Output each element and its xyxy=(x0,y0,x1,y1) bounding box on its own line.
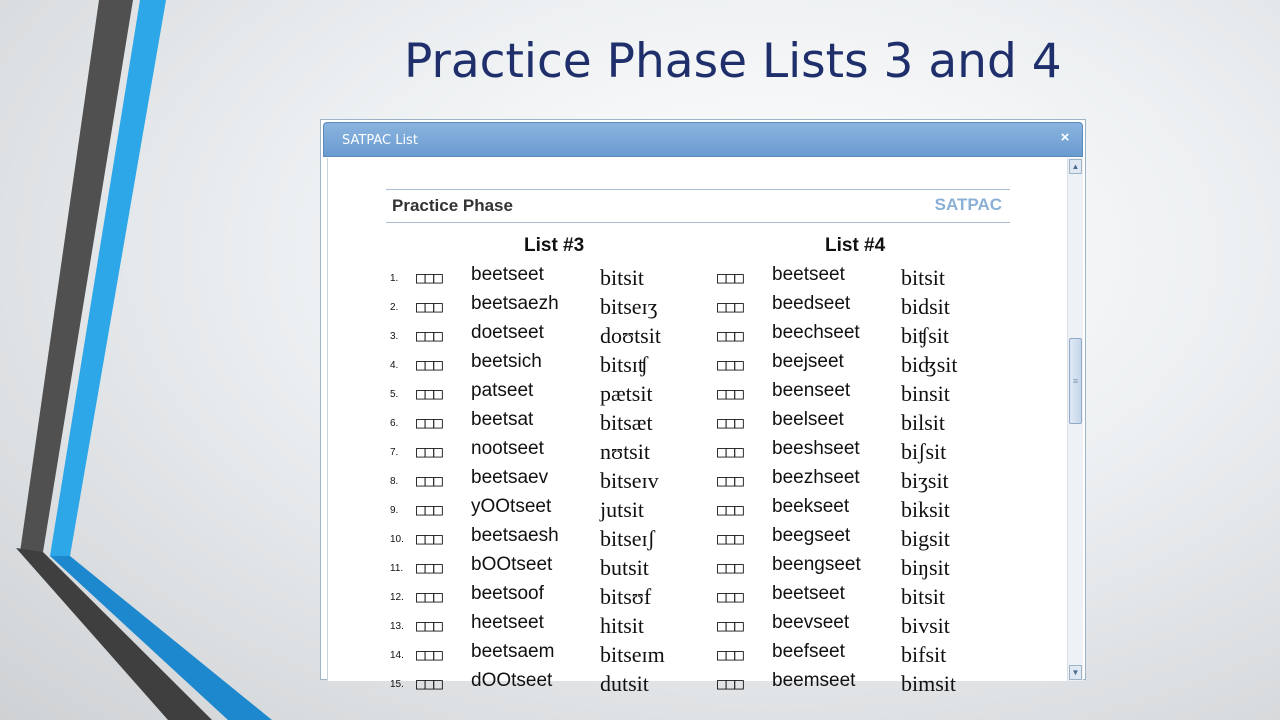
list-3-word: nootseet xyxy=(471,438,544,459)
dialog-title: SATPAC List xyxy=(342,133,418,148)
list-3-word: beetsich xyxy=(471,351,542,372)
list-3-word: patseet xyxy=(471,380,534,401)
slide-decoration xyxy=(0,0,280,720)
list-row xyxy=(328,290,1068,319)
list-4-word: beefseet xyxy=(772,641,845,662)
phase-bar xyxy=(386,189,1010,223)
list-3-word: beetsoof xyxy=(471,583,544,604)
list-3-ipa: bitsæt xyxy=(600,410,653,435)
checkbox-boxes-list-3[interactable]: □□□ xyxy=(416,355,442,374)
list-4-word: beejseet xyxy=(772,351,844,372)
checkbox-boxes-list-3[interactable]: □□□ xyxy=(416,268,442,287)
list-3-word: beetsaev xyxy=(471,467,549,488)
list-row xyxy=(328,493,1068,522)
list-4-word: beezhseet xyxy=(772,467,860,488)
list-4-word: beekseet xyxy=(772,496,850,517)
list-4-word: beeshseet xyxy=(772,438,860,459)
list-3-word: dOOtseet xyxy=(471,670,553,691)
list-3-ipa: butsit xyxy=(600,555,649,580)
dialog-titlebar[interactable] xyxy=(323,122,1083,157)
list-3-ipa: bitsɪʧ xyxy=(600,352,649,377)
list-4-ipa: biʒsit xyxy=(901,468,949,493)
checkbox-boxes-list-3[interactable]: □□□ xyxy=(416,442,442,461)
list-4-ipa: biŋsit xyxy=(901,555,950,580)
checkbox-boxes-list-3[interactable]: □□□ xyxy=(416,587,442,606)
list-3-ipa: nʊtsit xyxy=(600,439,650,464)
list-3-ipa: bitsit xyxy=(600,265,645,290)
list-row xyxy=(328,377,1068,406)
list-3-heading: List #3 xyxy=(524,235,585,256)
row-number: 1. xyxy=(390,273,399,284)
checkbox-boxes-list-3[interactable]: □□□ xyxy=(416,413,442,432)
list-4-word: beevseet xyxy=(772,612,850,633)
list-3-word: beetsat xyxy=(471,409,534,430)
checkbox-boxes-list-4[interactable]: □□□ xyxy=(717,558,743,577)
checkbox-boxes-list-3[interactable]: □□□ xyxy=(416,384,442,403)
list-3-word: beetseet xyxy=(471,264,544,285)
list-4-word: beenseet xyxy=(772,380,851,401)
list-4-ipa: bimsit xyxy=(901,671,957,696)
list-4-ipa: biʤsit xyxy=(901,352,958,377)
checkbox-boxes-list-4[interactable]: □□□ xyxy=(717,529,743,548)
list-4-ipa: bigsit xyxy=(901,526,950,551)
checkbox-boxes-list-4[interactable]: □□□ xyxy=(717,355,743,374)
close-icon[interactable]: × xyxy=(1060,129,1070,146)
list-3-ipa: bitseɪʃ xyxy=(600,526,655,551)
list-4-word: beetseet xyxy=(772,583,845,604)
list-3-word: beetsaesh xyxy=(471,525,559,546)
row-number: 10. xyxy=(390,534,404,545)
row-number: 3. xyxy=(390,331,399,342)
list-row xyxy=(328,667,1068,696)
list-row xyxy=(328,435,1068,464)
checkbox-boxes-list-4[interactable]: □□□ xyxy=(717,326,743,345)
list-4-ipa: bitsit xyxy=(901,584,946,609)
checkbox-boxes-list-3[interactable]: □□□ xyxy=(416,529,442,548)
row-number: 2. xyxy=(390,302,399,313)
list-row xyxy=(328,551,1068,580)
row-number: 15. xyxy=(390,679,404,690)
list-3-word: heetseet xyxy=(471,612,544,633)
list-4-word: beelseet xyxy=(772,409,844,430)
list-row xyxy=(328,261,1068,290)
list-4-ipa: bilsit xyxy=(901,410,946,435)
scroll-down-icon[interactable]: ▼ xyxy=(1069,665,1082,680)
list-3-ipa: bitseɪv xyxy=(600,468,659,493)
list-row xyxy=(328,348,1068,377)
satpac-brand: SATPAC xyxy=(934,195,1002,214)
list-4-word: beemseet xyxy=(772,670,856,691)
checkbox-boxes-list-3[interactable]: □□□ xyxy=(416,500,442,519)
list-4-word: beengseet xyxy=(772,554,861,575)
scroll-up-icon[interactable]: ▲ xyxy=(1069,159,1082,174)
satpac-list-dialog xyxy=(320,119,1086,696)
checkbox-boxes-list-3[interactable]: □□□ xyxy=(416,616,442,635)
list-row xyxy=(328,406,1068,435)
list-3-word: yOOtseet xyxy=(471,496,552,517)
list-row xyxy=(328,464,1068,493)
list-3-ipa: bitseɪʒ xyxy=(600,294,658,319)
checkbox-boxes-list-4[interactable]: □□□ xyxy=(717,471,743,490)
row-number: 7. xyxy=(390,447,399,458)
checkbox-boxes-list-4[interactable]: □□□ xyxy=(717,297,743,316)
checkbox-boxes-list-3[interactable]: □□□ xyxy=(416,471,442,490)
list-row xyxy=(328,522,1068,551)
dialog-content xyxy=(327,158,1068,696)
list-3-ipa: doʊtsit xyxy=(600,323,661,348)
checkbox-boxes-list-4[interactable]: □□□ xyxy=(717,500,743,519)
row-number: 5. xyxy=(390,389,399,400)
checkbox-boxes-list-3[interactable]: □□□ xyxy=(416,645,442,664)
list-4-ipa: biʧsit xyxy=(901,323,950,348)
checkbox-boxes-list-3[interactable]: □□□ xyxy=(416,297,442,316)
list-4-heading: List #4 xyxy=(825,235,886,256)
row-number: 11. xyxy=(390,563,404,574)
checkbox-boxes-list-3[interactable]: □□□ xyxy=(416,674,442,693)
row-number: 9. xyxy=(390,505,399,516)
list-3-ipa: jutsit xyxy=(600,497,645,522)
list-4-word: beechseet xyxy=(772,322,860,343)
slide-title: Practice Phase Lists 3 and 4 xyxy=(404,34,1062,89)
list-row xyxy=(328,638,1068,667)
checkbox-boxes-list-4[interactable]: □□□ xyxy=(717,268,743,287)
list-4-ipa: bitsit xyxy=(901,265,946,290)
list-3-word: beetsaezh xyxy=(471,293,559,314)
decor-dark-lower-stripe xyxy=(16,548,212,720)
list-3-ipa: bitseɪm xyxy=(600,642,665,667)
row-number: 13. xyxy=(390,621,404,632)
checkbox-boxes-list-4[interactable]: □□□ xyxy=(717,587,743,606)
phase-label: Practice Phase xyxy=(392,196,513,215)
list-3-ipa: hitsit xyxy=(600,613,645,638)
list-4-word: beetseet xyxy=(772,264,845,285)
scroll-thumb[interactable]: ≡ xyxy=(1069,338,1082,424)
checkbox-boxes-list-3[interactable]: □□□ xyxy=(416,326,442,345)
row-number: 14. xyxy=(390,650,404,661)
list-row xyxy=(328,609,1068,638)
list-3-ipa: pætsit xyxy=(600,381,653,406)
checkbox-boxes-list-3[interactable]: □□□ xyxy=(416,558,442,577)
list-3-word: bOOtseet xyxy=(471,554,553,575)
list-3-ipa: dutsit xyxy=(600,671,649,696)
list-4-word: beedseet xyxy=(772,293,851,314)
list-4-ipa: bidsit xyxy=(901,294,950,319)
vertical-scrollbar[interactable] xyxy=(1067,158,1083,681)
list-4-ipa: bivsit xyxy=(901,613,950,638)
list-4-ipa: bifsit xyxy=(901,642,947,667)
list-3-ipa: bitsʊf xyxy=(600,584,652,609)
checkbox-boxes-list-4[interactable]: □□□ xyxy=(717,645,743,664)
list-3-word: doetseet xyxy=(471,322,544,343)
list-4-ipa: biʃsit xyxy=(901,439,947,464)
row-number: 4. xyxy=(390,360,399,371)
checkbox-boxes-list-4[interactable]: □□□ xyxy=(717,384,743,403)
checkbox-boxes-list-4[interactable]: □□□ xyxy=(717,674,743,693)
list-4-word: beegseet xyxy=(772,525,851,546)
list-4-ipa: binsit xyxy=(901,381,950,406)
checkbox-boxes-list-4[interactable]: □□□ xyxy=(717,616,743,635)
list-row xyxy=(328,580,1068,609)
checkbox-boxes-list-4[interactable]: □□□ xyxy=(717,442,743,461)
list-row xyxy=(328,319,1068,348)
list-4-ipa: biksit xyxy=(901,497,950,522)
list-3-word: beetsaem xyxy=(471,641,555,662)
row-number: 8. xyxy=(390,476,399,487)
row-number: 6. xyxy=(390,418,399,429)
row-number: 12. xyxy=(390,592,404,603)
checkbox-boxes-list-4[interactable]: □□□ xyxy=(717,413,743,432)
